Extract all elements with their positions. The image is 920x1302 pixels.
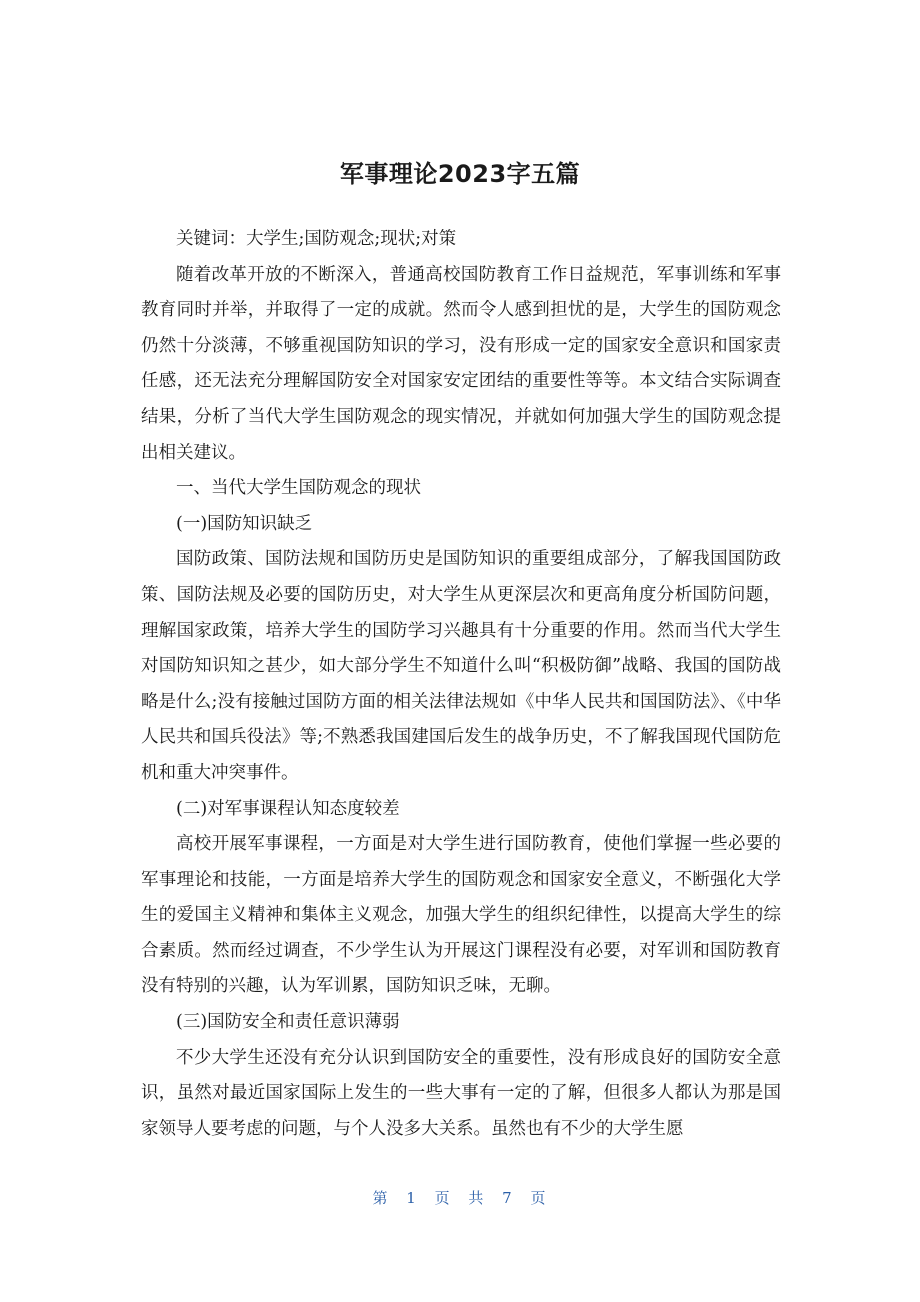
keywords-line: 关键词：大学生;国防观念;现状;对策 xyxy=(176,229,457,249)
subsection-heading-2: (二)对军事课程认知态度较差 xyxy=(176,798,400,819)
subsection-heading-1: (一)国防知识缺乏 xyxy=(176,513,313,534)
subsection-heading-3: (三)国防安全和责任意识薄弱 xyxy=(176,1012,400,1033)
subsection-paragraph-2: 高校开展军事课程，一方面是对大学生进行国防教育，使他们掌握一些必要的军事理论和技能，一方面是培养大学生的国防观念和国家安全意义，不断强化大学生的爱国主义精神和集体主义观念，加强大学生的组织纪律性，以提高大学生的综合素质。然而经过调查，不少学生认为开展这门课程没有必要，对军训和国防教育没有特别的兴趣，认为军训累，国防知识乏味，无聊。 xyxy=(141,834,781,997)
subsection-paragraph-1: 国防政策、国防法规和国防历史是国防知识的重要组成部分，了解我国国防政策、国防法规及必要的国防历史，对大学生从更深层次和更高角度分析国防问题，理解国家政策，培养大学生的国防学习兴趣具有十分重要的作用。然而当代大学生对国防知识知之甚少，如大部分学生不知道什么叫“积极防御”战略、我国的国防战略是什么;没有接触过国防方面的相关法律法规如《中华人民共和国国防法》、《中华人民共和国兵役法》等;不熟悉我国建国后发生的战争历史，不了解我国现代国防危机和重大冲突事件。 xyxy=(141,549,781,783)
document-body xyxy=(141,222,781,1147)
document-title: 军事理论2023字五篇 xyxy=(339,160,581,189)
page-number-footer: 第 1 页 共 7 页 xyxy=(372,1189,548,1207)
subsection-paragraph-3: 不少大学生还没有充分认识到国防安全的重要性，没有形成良好的国防安全意识，虽然对最近国家国际上发生的一些大事有一定的了解，但很多人都认为那是国家领导人要考虑的问题，与个人没多大关系。虽然也有不少的大学生愿 xyxy=(141,1047,781,1139)
section-heading-1: 一、当代大学生国防观念的现状 xyxy=(176,478,421,499)
intro-paragraph: 随着改革开放的不断深入，普通高校国防教育工作日益规范，军事训练和军事教育同时并举，并取得了一定的成就。然而令人感到担忧的是，大学生的国防观念仍然十分淡薄，不够重视国防知识的学习，没有形成一定的国家安全意识和国家责任感，还无法充分理解国防安全对国家安定团结的重要性等等。本文结合实际调查结果，分析了当代大学生国防观念的现实情况，并就如何加强大学生的国防观念提出相关建议。 xyxy=(141,264,781,463)
